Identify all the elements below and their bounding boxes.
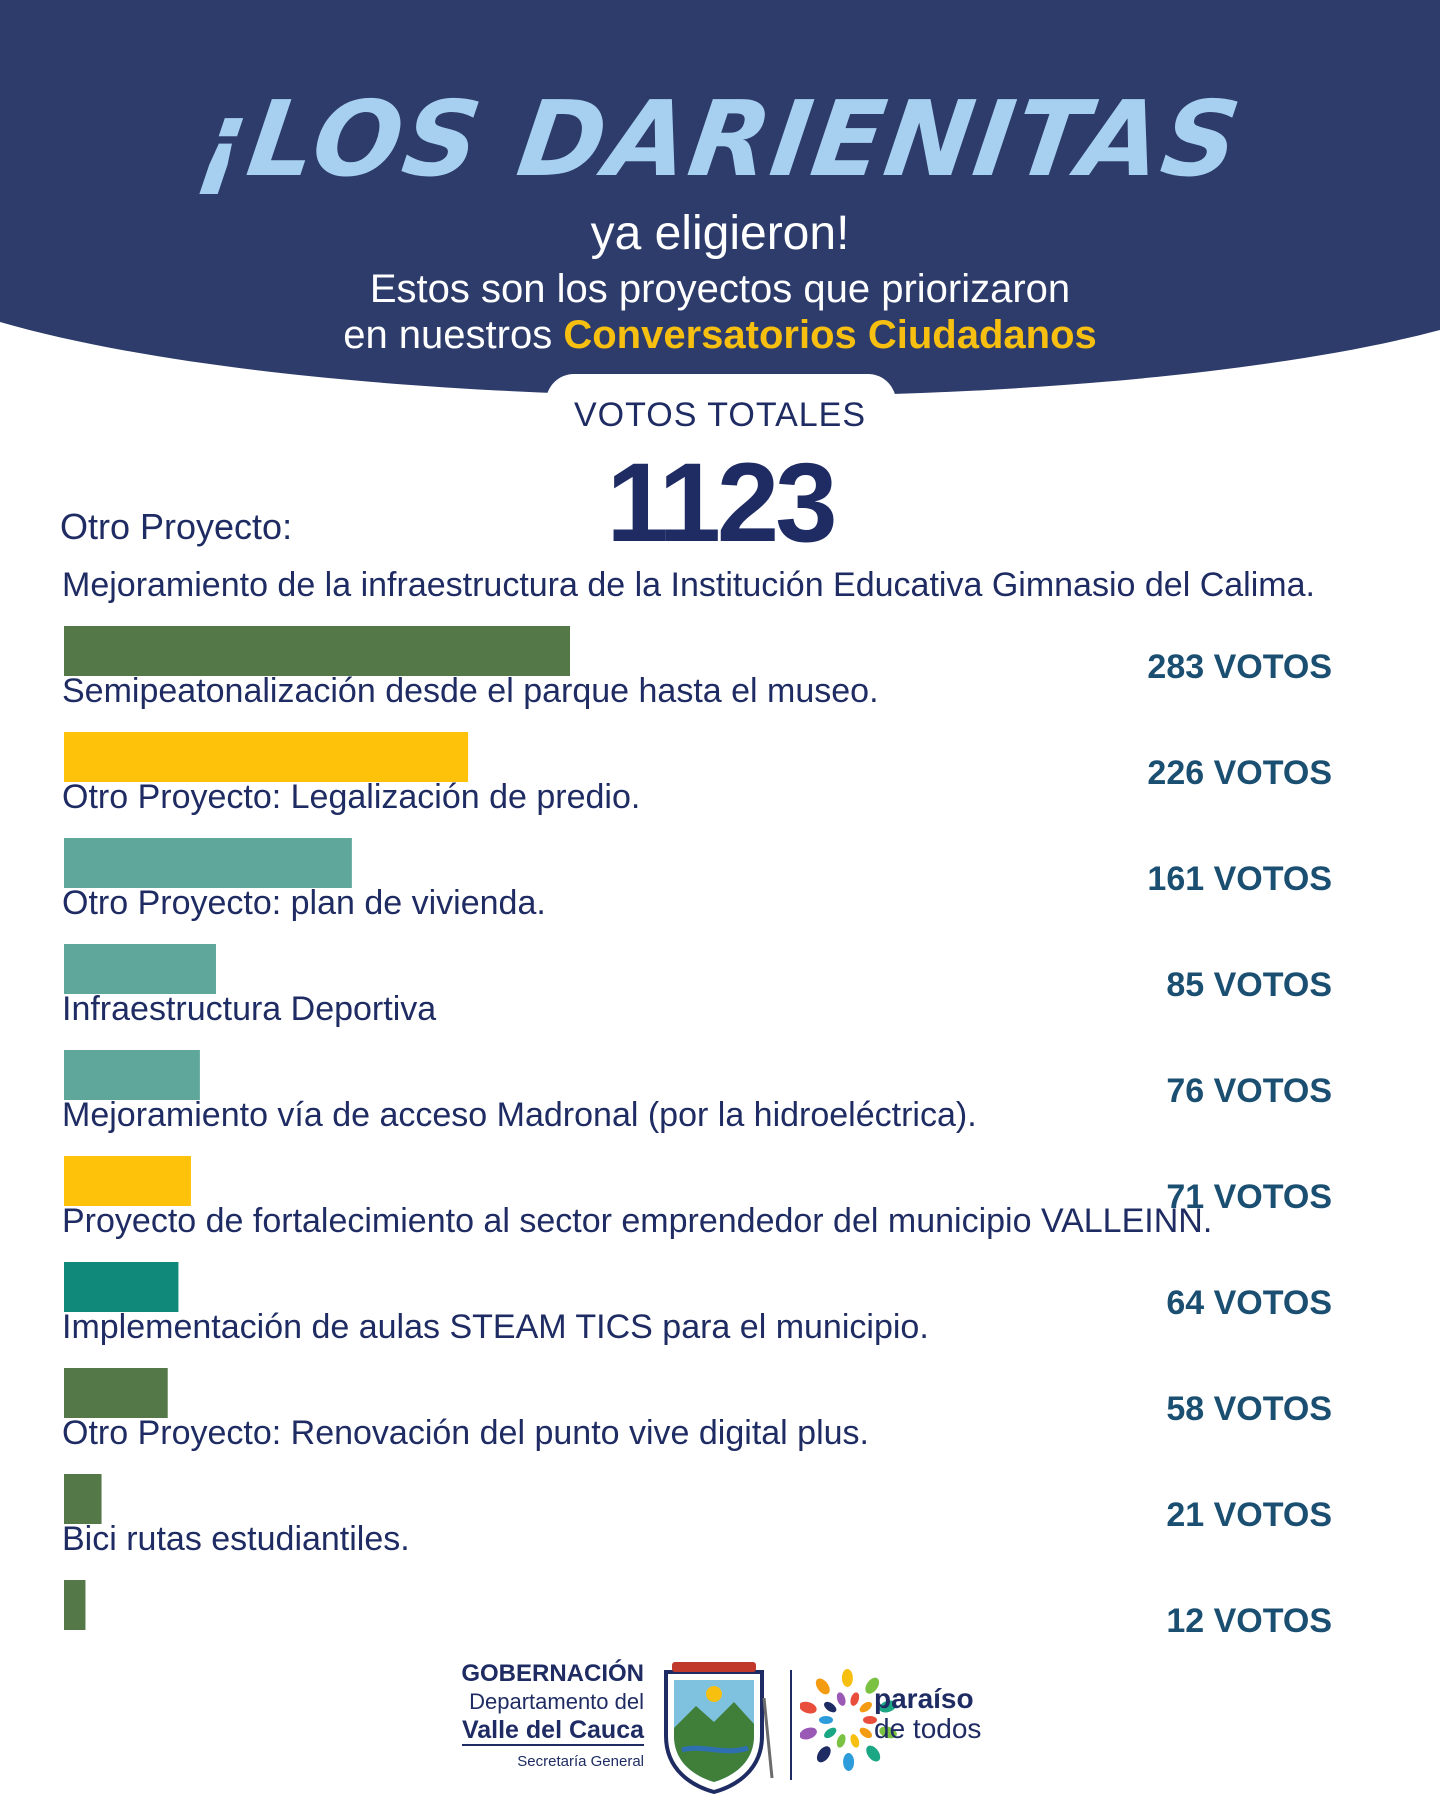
category-label: Implementación de aulas STEAM TICS para el municipio.: [62, 1308, 929, 1346]
paraiso-line-2: de todos: [874, 1713, 982, 1744]
burst-dot: [813, 1676, 833, 1697]
burst-dot: [842, 1669, 853, 1687]
footer: [0, 1640, 1440, 1800]
paraiso-line-1: paraíso: [874, 1683, 974, 1714]
bar: [64, 1050, 200, 1100]
bar: [64, 1262, 178, 1312]
value-label: 58 VOTOS: [1166, 1390, 1332, 1428]
burst-dot: [835, 1733, 847, 1749]
value-label: 71 VOTOS: [1166, 1178, 1332, 1216]
bar: [64, 626, 570, 676]
burst-dot: [849, 1691, 861, 1707]
burst-dot: [822, 1700, 838, 1715]
bar: [64, 1156, 191, 1206]
gobernacion-logo-text: [440, 1660, 644, 1776]
burst-dot: [800, 1725, 818, 1741]
totals-value: 1123: [606, 440, 834, 565]
votes-bar-chart: [0, 560, 1440, 1660]
value-label: 21 VOTOS: [1166, 1496, 1332, 1534]
page-title: ¡LOS DARIENITAS: [191, 78, 1249, 200]
category-label: Otro Proyecto: plan de vivienda.: [62, 884, 546, 922]
page-subtitle: ya eligieron!: [590, 207, 850, 260]
burst-dot: [819, 1716, 833, 1724]
gob-line-4: Secretaría General: [517, 1753, 644, 1770]
burst-dot: [822, 1726, 838, 1741]
category-label: Mejoramiento vía de acceso Madronal (por la hidroeléctrica).: [62, 1096, 977, 1134]
category-label: Bici rutas estudiantiles.: [62, 1520, 410, 1558]
gob-line-3: Valle del Cauca: [461, 1716, 644, 1744]
value-label: 12 VOTOS: [1166, 1602, 1332, 1640]
category-label: Infraestructura Deportiva: [62, 990, 437, 1028]
gob-line-1: GOBERNACIÓN: [461, 1660, 644, 1687]
category-label: Proyecto de fortalecimiento al sector emprendedor del municipio VALLEINN.: [62, 1202, 1213, 1240]
paraiso-logo-text: [874, 1684, 981, 1744]
burst-dot: [843, 1753, 854, 1771]
intro-line-1: Estos son los proyectos que priorizaron: [369, 267, 1071, 311]
value-label: 64 VOTOS: [1166, 1284, 1332, 1322]
category-label: Otro Proyecto: Legalización de predio.: [62, 778, 641, 816]
value-label: 85 VOTOS: [1166, 966, 1332, 1004]
bar: [64, 1580, 85, 1630]
value-label: 283 VOTOS: [1147, 648, 1332, 686]
otro-proyecto-label: Otro Proyecto:: [60, 506, 293, 547]
burst-dot: [849, 1733, 861, 1749]
burst-dot: [814, 1744, 833, 1765]
burst-dot: [800, 1700, 818, 1716]
bar: [64, 732, 468, 782]
bar: [64, 838, 352, 888]
burst-dot: [835, 1691, 847, 1707]
value-label: 161 VOTOS: [1147, 860, 1332, 898]
burst-dot: [863, 1743, 883, 1764]
burst-dot: [858, 1700, 874, 1715]
intro-line-2: [0, 312, 1440, 358]
bar: [64, 1474, 102, 1524]
intro-highlight: Conversatorios Ciudadanos: [563, 313, 1097, 357]
coat-of-arms-icon: [652, 1658, 776, 1794]
bar: [64, 1368, 168, 1418]
intro-line-2-prefix: en nuestros: [343, 313, 564, 357]
bar: [64, 944, 216, 994]
category-label: Otro Proyecto: Renovación del punto vive digital plus.: [62, 1414, 870, 1452]
burst-dot: [858, 1726, 874, 1741]
category-label: Semipeatonalización desde el parque hasta el museo.: [62, 672, 879, 710]
gob-line-2: Departamento del: [469, 1689, 644, 1714]
footer-divider: [790, 1670, 792, 1780]
value-label: 226 VOTOS: [1147, 754, 1332, 792]
totals-label: VOTOS TOTALES: [573, 396, 867, 434]
value-label: 76 VOTOS: [1166, 1072, 1332, 1110]
category-label: Mejoramiento de la infraestructura de la Institución Educativa Gimnasio del Calima.: [62, 566, 1315, 604]
